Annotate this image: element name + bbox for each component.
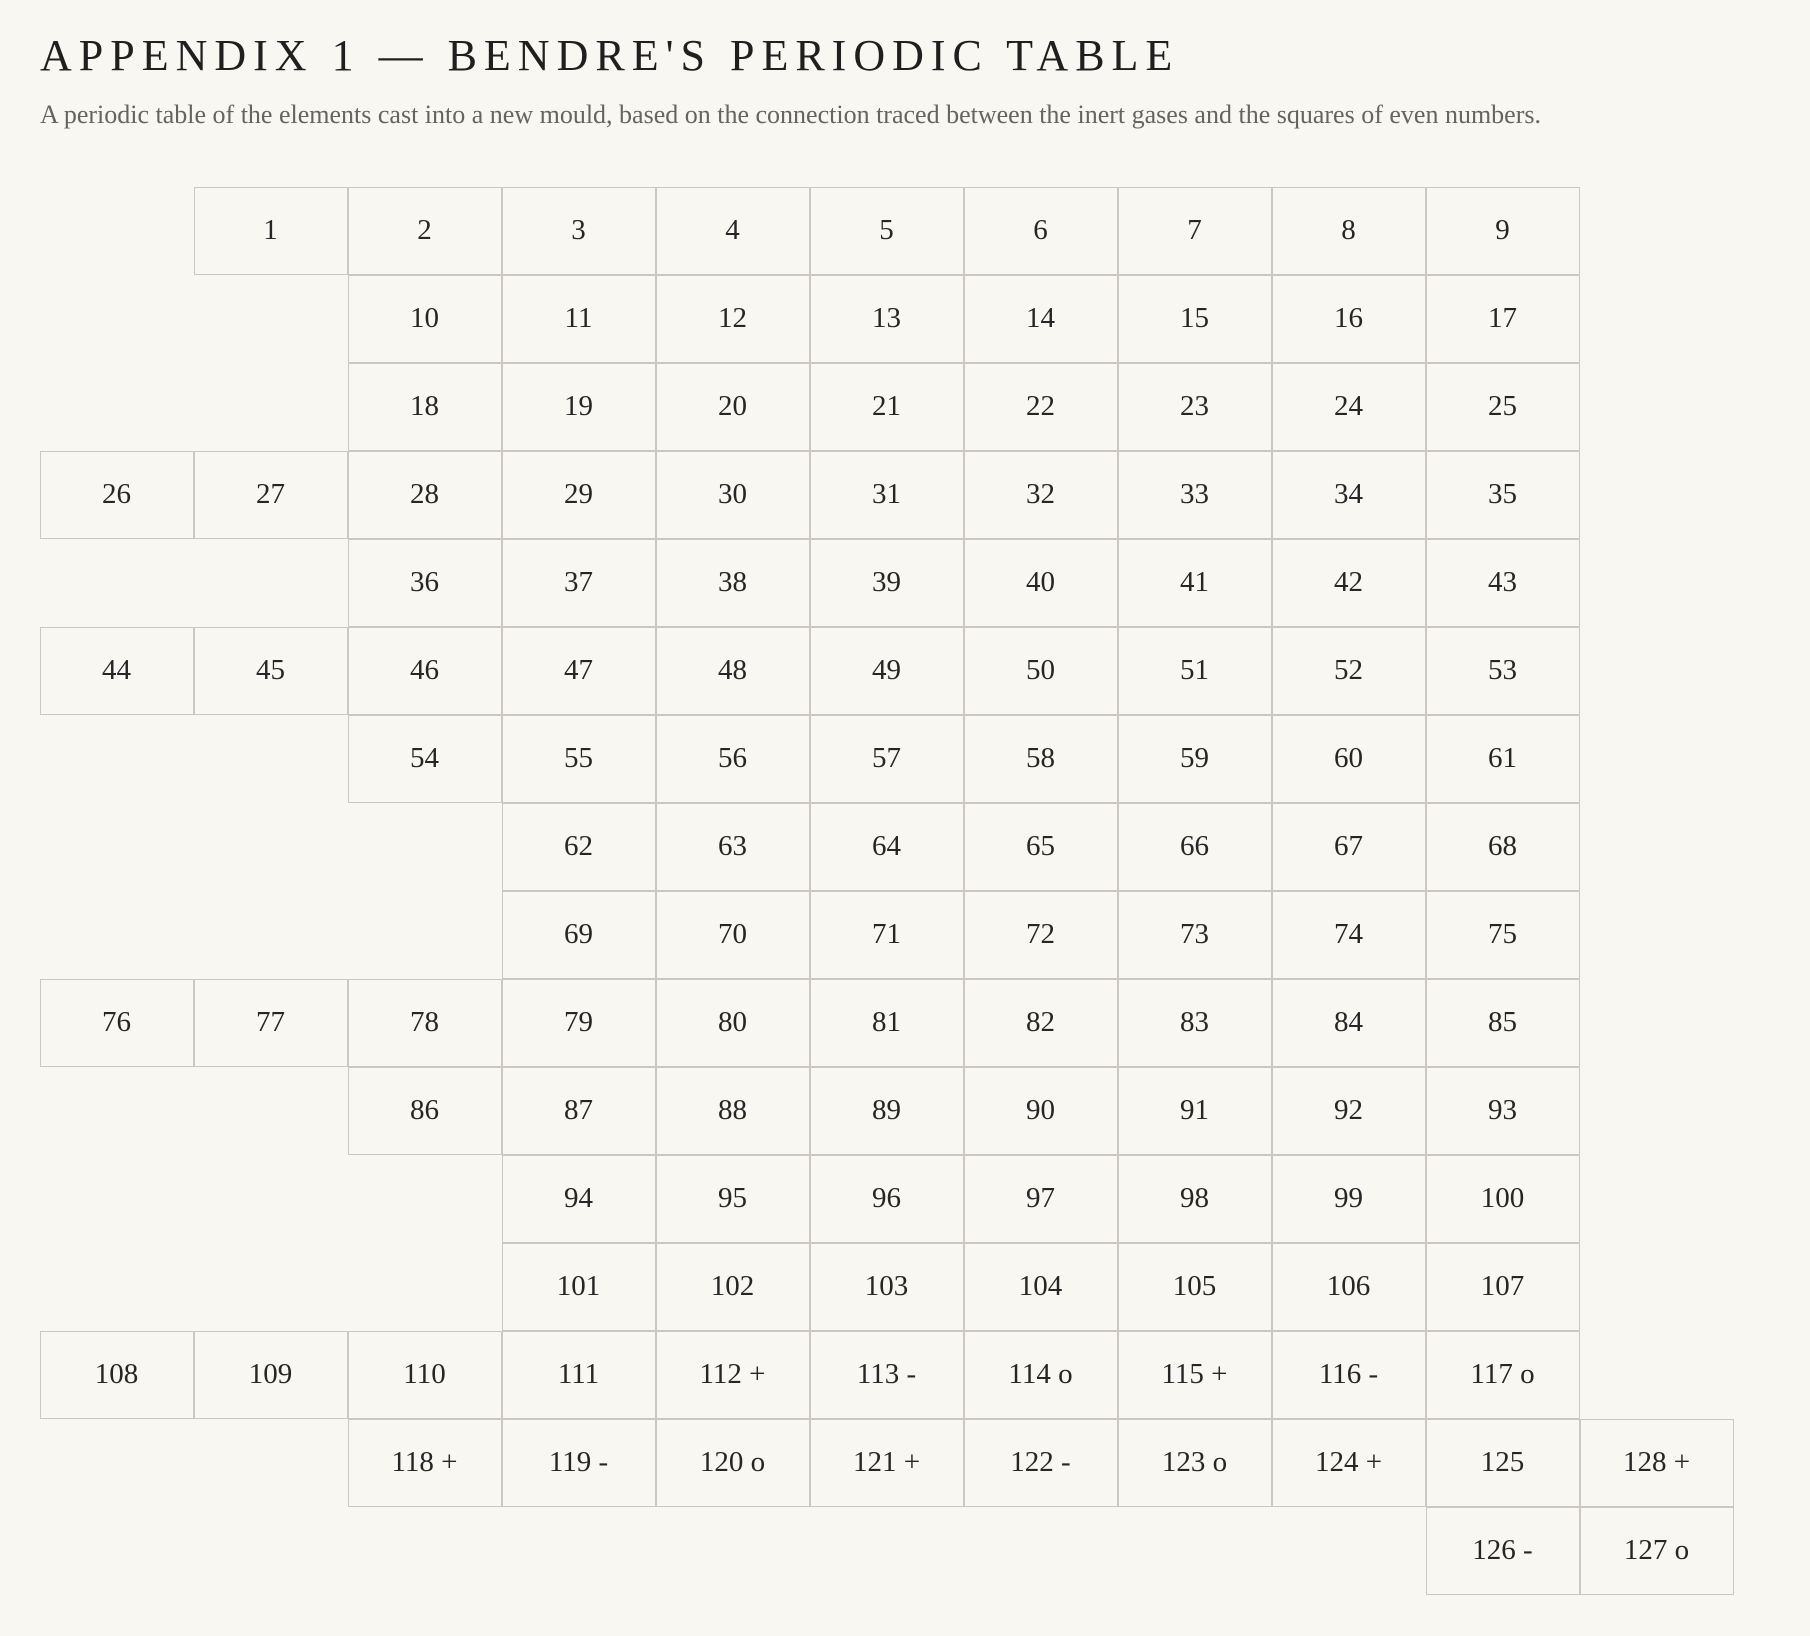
table-cell: 71 [810,891,964,979]
table-cell: 111 [502,1331,656,1419]
table-cell: 57 [810,715,964,803]
table-cell: 79 [502,979,656,1067]
table-cell: 28 [348,451,502,539]
table-cell: 121 + [810,1419,964,1507]
table-cell: 112 + [656,1331,810,1419]
table-cell: 7 [1118,187,1272,275]
table-cell: 102 [656,1243,810,1331]
table-cell: 53 [1426,627,1580,715]
table-cell: 12 [656,275,810,363]
table-cell: 72 [964,891,1118,979]
table-cell: 64 [810,803,964,891]
table-cell: 125 [1426,1419,1580,1507]
table-cell: 26 [40,451,194,539]
table-cell: 45 [194,627,348,715]
table-cell: 59 [1118,715,1272,803]
table-cell: 109 [194,1331,348,1419]
table-cell: 47 [502,627,656,715]
table-cell: 101 [502,1243,656,1331]
table-cell: 114 o [964,1331,1118,1419]
table-cell: 73 [1118,891,1272,979]
table-cell: 89 [810,1067,964,1155]
table-cell: 37 [502,539,656,627]
table-cell: 51 [1118,627,1272,715]
table-cell: 94 [502,1155,656,1243]
table-cell: 38 [656,539,810,627]
table-cell: 124 + [1272,1419,1426,1507]
table-cell: 32 [964,451,1118,539]
table-cell: 46 [348,627,502,715]
table-cell: 69 [502,891,656,979]
table-cell: 108 [40,1331,194,1419]
table-cell: 41 [1118,539,1272,627]
table-cell: 82 [964,979,1118,1067]
table-cell: 1 [194,187,348,275]
table-cell: 15 [1118,275,1272,363]
table-cell: 16 [1272,275,1426,363]
table-cell: 10 [348,275,502,363]
table-cell: 123 o [1118,1419,1272,1507]
table-cell: 90 [964,1067,1118,1155]
table-cell: 3 [502,187,656,275]
table-cell: 99 [1272,1155,1426,1243]
table-cell: 97 [964,1155,1118,1243]
table-cell: 9 [1426,187,1580,275]
table-cell: 118 + [348,1419,502,1507]
table-cell: 43 [1426,539,1580,627]
table-cell: 86 [348,1067,502,1155]
table-cell: 76 [40,979,194,1067]
table-cell: 75 [1426,891,1580,979]
table-cell: 84 [1272,979,1426,1067]
table-cell: 105 [1118,1243,1272,1331]
table-cell: 88 [656,1067,810,1155]
table-cell: 77 [194,979,348,1067]
table-cell: 100 [1426,1155,1580,1243]
table-cell: 127 o [1580,1507,1734,1595]
table-cell: 17 [1426,275,1580,363]
table-cell: 44 [40,627,194,715]
table-cell: 42 [1272,539,1426,627]
table-cell: 4 [656,187,810,275]
table-cell: 83 [1118,979,1272,1067]
table-cell: 29 [502,451,656,539]
table-cell: 120 o [656,1419,810,1507]
table-cell: 103 [810,1243,964,1331]
table-cell: 13 [810,275,964,363]
table-cell: 74 [1272,891,1426,979]
table-cell: 39 [810,539,964,627]
table-cell: 54 [348,715,502,803]
page-title: APPENDIX 1 — BENDRE'S PERIODIC TABLE [40,31,1180,80]
table-cell: 78 [348,979,502,1067]
table-cell: 33 [1118,451,1272,539]
table-cell: 40 [964,539,1118,627]
table-cell: 92 [1272,1067,1426,1155]
table-cell: 49 [810,627,964,715]
table-cell: 30 [656,451,810,539]
table-cell: 14 [964,275,1118,363]
table-cell: 85 [1426,979,1580,1067]
table-cell: 104 [964,1243,1118,1331]
table-cell: 91 [1118,1067,1272,1155]
table-cell: 119 - [502,1419,656,1507]
table-cell: 55 [502,715,656,803]
table-cell: 58 [964,715,1118,803]
table-cell: 63 [656,803,810,891]
table-cell: 18 [348,363,502,451]
table-cell: 98 [1118,1155,1272,1243]
table-cell: 67 [1272,803,1426,891]
table-cell: 126 - [1426,1507,1580,1595]
page-subtitle: A periodic table of the elements cast into a new mould, based on the connection traced between the inert gases and the squares of even numbers. [40,100,1541,129]
table-cell: 66 [1118,803,1272,891]
table-cell: 22 [964,363,1118,451]
table-cell: 35 [1426,451,1580,539]
table-cell: 50 [964,627,1118,715]
table-cell: 24 [1272,363,1426,451]
table-cell: 48 [656,627,810,715]
table-cell: 5 [810,187,964,275]
table-cell: 31 [810,451,964,539]
table-cell: 11 [502,275,656,363]
table-cell: 36 [348,539,502,627]
table-cell: 110 [348,1331,502,1419]
table-cell: 115 + [1118,1331,1272,1419]
table-cell: 116 - [1272,1331,1426,1419]
table-cell: 95 [656,1155,810,1243]
table-cell: 96 [810,1155,964,1243]
table-cell: 6 [964,187,1118,275]
table-cell: 107 [1426,1243,1580,1331]
table-cell: 25 [1426,363,1580,451]
table-cell: 93 [1426,1067,1580,1155]
table-cell: 56 [656,715,810,803]
table-cell: 68 [1426,803,1580,891]
table-cell: 106 [1272,1243,1426,1331]
table-cell: 128 + [1580,1419,1734,1507]
table-cell: 87 [502,1067,656,1155]
table-cell: 52 [1272,627,1426,715]
table-cell: 27 [194,451,348,539]
table-cell: 8 [1272,187,1426,275]
table-cell: 117 o [1426,1331,1580,1419]
table-cell: 81 [810,979,964,1067]
table-cell: 65 [964,803,1118,891]
table-cell: 70 [656,891,810,979]
table-cell: 21 [810,363,964,451]
table-cell: 113 - [810,1331,964,1419]
table-cell: 2 [348,187,502,275]
table-cell: 61 [1426,715,1580,803]
table-cell: 23 [1118,363,1272,451]
table-cell: 80 [656,979,810,1067]
table-cell: 19 [502,363,656,451]
table-cell: 60 [1272,715,1426,803]
table-cell: 20 [656,363,810,451]
table-cell: 62 [502,803,656,891]
table-cell: 34 [1272,451,1426,539]
table-cell: 122 - [964,1419,1118,1507]
